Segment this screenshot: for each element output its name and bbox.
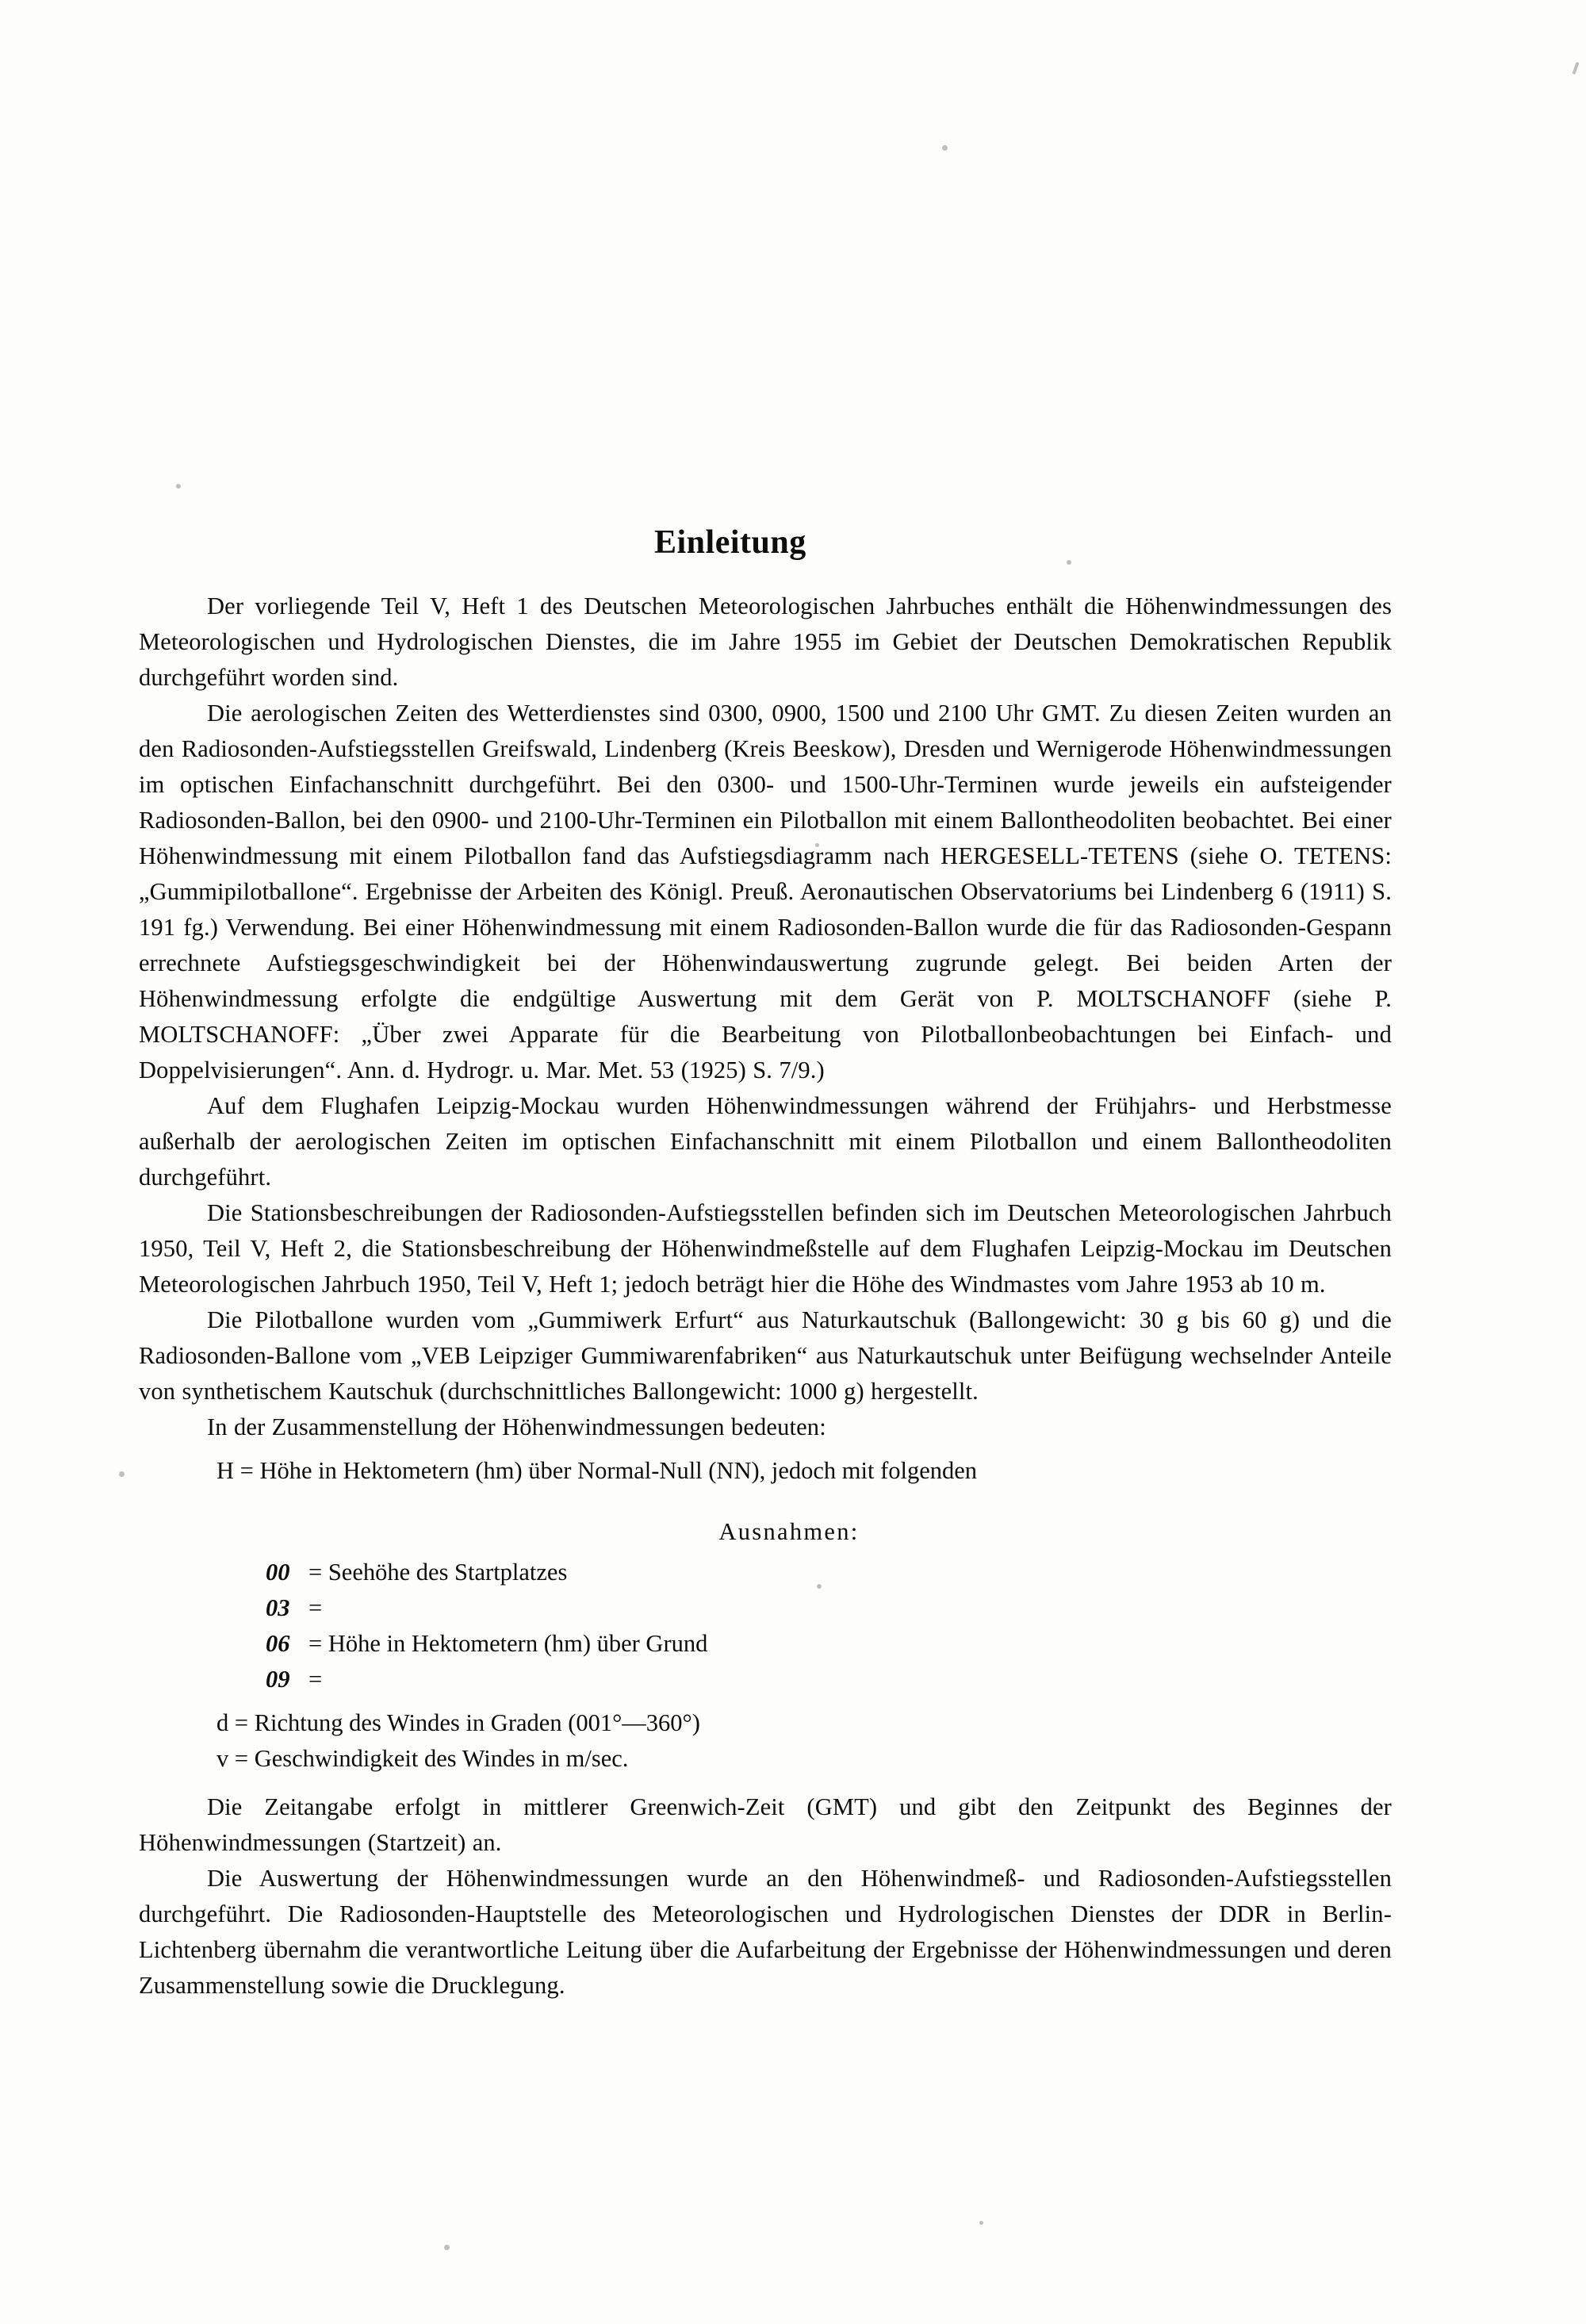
symbol-speed: v = Geschwindigkeit des Windes in m/sec. (216, 1745, 629, 1772)
exception-code: 09 (266, 1666, 290, 1693)
list-item (266, 1662, 1392, 1697)
document-body (139, 523, 1392, 2004)
scan-speck (942, 145, 948, 151)
scan-speck (176, 484, 181, 489)
scan-speck (979, 2221, 983, 2225)
paragraph-evaluation: Die Auswertung der Höhenwindmessungen wurde an den Höhenwindmeß- und Radiosonden-Aufstiegsstellen durchgeführt. Die Radiosonden-Hauptstelle des Meteorologischen und Hydrologischen Dienstes der DDR in Berlin-Lichtenberg übernahm die verantwortliche Leitung über die Aufarbeitung der Ergebnisse der Höhenwindmessungen und deren Zusammenstellung sowie die Drucklegung. (139, 1865, 1392, 1999)
paragraph-legend-lead-in: In der Zusammenstellung der Höhenwindmessungen bedeuten: (207, 1413, 826, 1440)
definition-height: H = Höhe in Hektometern (hm) über Normal-Null (NN), jedoch mit folgenden (216, 1457, 978, 1484)
exception-text: = Höhe in Hektometern (hm) über Grund (308, 1630, 708, 1657)
paragraph-aerological-times: Die aerologischen Zeiten des Wetterdienstes sind 0300, 0900, 1500 und 2100 Uhr GMT. Zu diesen Zeiten wurden an den Radiosonden-Aufstiegsstellen Greifswald, Lindenberg (Kreis Beeskow), Dresden und Wernigerode Höhenwindmessungen im optischen Einfachanschnitt durchgeführt. Bei den 0300- und 1500-Uhr-Terminen wurde jeweils ein aufsteigender Radiosonden-Ballon, bei den 0900- und 2100-Uhr-Terminen ein Pilotballon mit einem Ballontheodoliten beobachtet. Bei einer Höhenwindmessung mit einem Pilotballon fand das Aufstiegsdiagramm nach HERGESELL-TETENS (siehe O. TETENS: „Gummipilotballone“. Ergebnisse der Arbeiten des Königl. Preuß. Aeronautischen Observatoriums bei Lindenberg 6 (1911) S. 191 fg.) Verwendung. Bei einer Höhenwindmessung mit einem Radiosonden-Ballon wurde die für das Radiosonden-Gespann errechnete Aufstiegsgeschwindigkeit bei der Höhenwindauswertung zugrunde gelegt. Bei beiden Arten der Höhenwindmessung erfolgte die endgültige Auswertung mit dem Gerät von P. MOLTSCHANOFF (siehe P. MOLTSCHANOFF: „Über zwei Apparate für die Bearbeitung von Pilotballonbeobachtungen bei Einfach- und Doppelvisierungen“. Ann. d. Hydrogr. u. Mar. Met. 53 (1925) S. 7/9.) (139, 700, 1392, 1083)
exception-code: 03 (266, 1594, 290, 1621)
exception-text: = Seehöhe des Startplatzes (308, 1559, 568, 1586)
paragraph-time-note: Die Zeitangabe erfolgt in mittlerer Greenwich-Zeit (GMT) und gibt den Zeitpunkt des Beginnes der Höhenwindmessungen (Startzeit) an. (139, 1793, 1392, 1856)
scan-speck (119, 1471, 125, 1477)
list-item (266, 1555, 1392, 1590)
symbol-direction: d = Richtung des Windes in Graden (001°—360°) (216, 1709, 700, 1736)
exceptions-list (139, 1555, 1392, 1697)
paragraph-balloons: Die Pilotballone wurden vom „Gummiwerk Erfurt“ aus Naturkautschuk (Ballongewicht: 30 g bis 60 g) und die Radiosonden-Ballone vom „VEB Leipziger Gummiwarenfabriken“ aus Naturkautschuk unter Beifügung wechselnder Anteile von synthetischem Kautschuk (durchschnittliches Ballongewicht: 1000 g) hergestellt. (139, 1306, 1392, 1405)
scan-speck (444, 2245, 450, 2250)
exception-code: 06 (266, 1630, 290, 1657)
paragraph-leipzig-mockau: Auf dem Flughafen Leipzig-Mockau wurden Höhenwindmessungen während der Frühjahrs- und Herbstmesse außerhalb der aerologischen Zeiten im optischen Einfachanschnitt mit einem Pilotballon und einem Ballontheodoliten durchgeführt. (139, 1092, 1392, 1191)
exception-code: 00 (266, 1559, 290, 1586)
list-item (266, 1590, 1392, 1626)
paragraph-intro: Der vorliegende Teil V, Heft 1 des Deutschen Meteorologischen Jahrbuches enthält die Höhenwindmessungen des Meteorologischen und Hydrologischen Dienstes, die im Jahre 1955 im Gebiet der Deutschen Demokratischen Republik durchgeführt worden sind. (139, 593, 1392, 691)
paragraph-station-descriptions: Die Stationsbeschreibungen der Radiosonden-Aufstiegsstellen befinden sich im Deutschen Meteorologischen Jahrbuch 1950, Teil V, Heft 2, die Stationsbeschreibung der Höhenwindmeßstelle auf dem Flughafen Leipzig-Mockau im Deutschen Meteorologischen Jahrbuch 1950, Teil V, Heft 1; jedoch beträgt hier die Höhe des Windmastes vom Jahre 1953 ab 10 m. (139, 1199, 1392, 1298)
exceptions-heading: Ausnahmen: (718, 1518, 860, 1545)
exception-text: = (308, 1594, 323, 1621)
list-item (266, 1626, 1392, 1662)
exception-text: = (308, 1666, 323, 1693)
page-title: Einleitung (654, 524, 806, 561)
